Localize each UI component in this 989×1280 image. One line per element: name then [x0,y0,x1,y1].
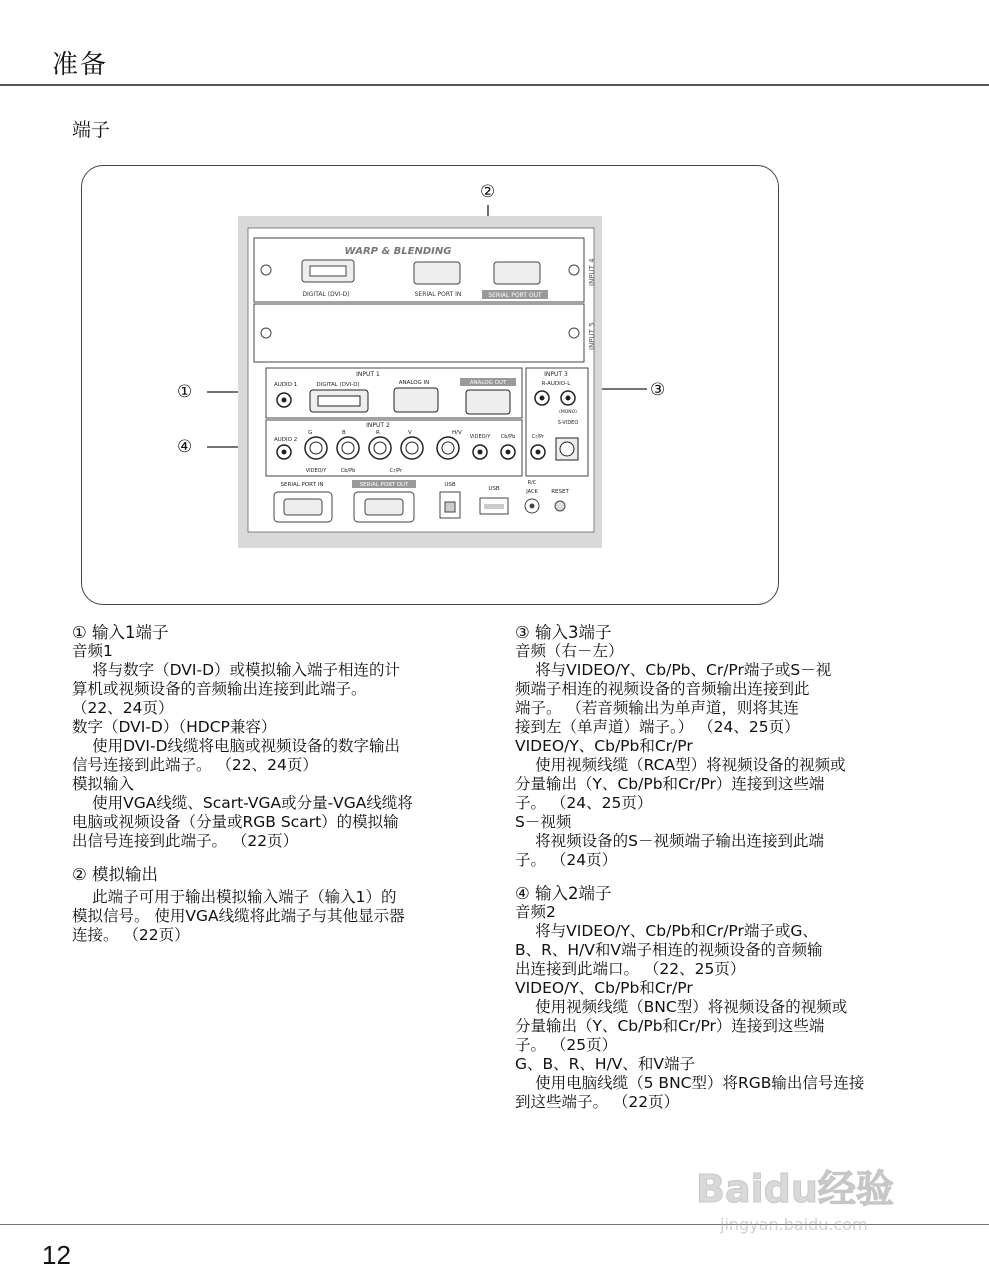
cb-pb3-label: Cb/Pb [500,434,516,440]
header-divider [0,84,989,86]
serial-out-label: SERIAL PORT OUT [359,482,409,488]
jack-label: JACK [526,489,538,495]
text-line: 出信号连接到此端子。 （22页） [72,832,299,850]
text-line: 使用视频线缆（RCA型）将视频设备的视频或 [535,756,846,774]
g-label: G [308,430,313,436]
text-line: 子。 （25页） [515,1036,618,1054]
input2-label: INPUT 2 [366,422,390,429]
text-line: 出连接到此端口。 （22、25页） [515,960,746,978]
page-header-title: 准备 [52,50,109,80]
text-line: 此端子可用于输出模拟输入端子（输入1）的 [92,888,397,906]
callout-2: ② [480,182,496,202]
text-line: S－视频 [515,813,572,831]
input4-label: INPUT 4 [588,258,596,286]
text-line: 音频2 [515,903,556,921]
input1-label: INPUT 1 [356,371,380,378]
warp-label: WARP & BLENDING [344,246,452,257]
text-line: 将与VIDEO/Y、Cb/Pb、Cr/Pr端子或S－视 [535,661,832,679]
right-column [515,623,915,1112]
usb2-label: USB [488,486,500,492]
text-line: 连接。 （22页） [72,926,190,944]
text-line: 使用VGA线缆、Scart-VGA或分量-VGA线缆将 [92,794,413,812]
text-line: G、B、R、H/V、和V端子 [515,1055,695,1073]
text-line: 频端子相连的视频设备的音频输出连接到此 [515,680,810,698]
text-line: 将与VIDEO/Y、Cb/Pb和Cr/Pr端子或G、 [535,922,818,940]
analog-out-label: ANALOG OUT [469,380,507,386]
input2-heading: ④ 输入2端子 [515,884,612,903]
h-v-label: H/V [452,430,462,436]
watermark-url: jingyan.baidu.com [720,1215,868,1234]
text-line: 使用视频线缆（BNC型）将视频设备的视频或 [535,998,848,1016]
audio1-label: AUDIO 1 [274,382,298,388]
text-line: 信号连接到此端子。 （22、24页） [72,756,318,774]
audio2-label: AUDIO 2 [274,437,298,443]
baidu-watermark [690,1150,940,1250]
text-line: 子。 （24、25页） [515,794,653,812]
callout-1: ① [177,382,193,402]
text-line: 音频（右－左） [515,642,624,660]
section-title: 端子 [72,119,111,141]
callout-4: ④ [177,437,193,457]
text-line: 接到左（单声道）端子。） （24、25页） [515,718,800,736]
r-label: R [376,430,380,436]
cr-pr3-label: Cr/Pr [531,434,545,440]
text-line: 模拟输入 [72,775,135,793]
text-line: VIDEO/Y、Cb/Pb和Cr/Pr [515,979,693,997]
text-line: （22、24页） [72,699,174,717]
video-y-label: VIDEO/Y [305,468,327,474]
text-line: 分量输出（Y、Cb/Pb和Cr/Pr）连接到这些端 [515,1017,825,1035]
cb-pb-label: Cb/Pb [340,468,356,474]
text-line: 电脑或视频设备（分量或RGB Scart）的模拟输 [72,813,399,831]
s-video-label: S-VIDEO [557,420,579,426]
r-audio-l-label: R-AUDIO-L [541,381,571,387]
text-line: 模拟信号。 使用VGA线缆将此端子与其他显示器 [72,907,405,925]
dvi-label: DIGITAL (DVI-D) [316,382,360,388]
serial-in-label: SERIAL PORT IN [280,482,324,488]
input1-heading: ① 输入1端子 [72,623,169,642]
serial-out-top-label: SERIAL PORT OUT [488,292,542,299]
cr-pr-label: Cr/Pr [389,468,403,474]
text-line: 数字（DVI-D）（HDCP兼容） [72,718,277,736]
text-line: 将视频设备的S－视频端子输出连接到此端 [535,832,824,850]
text-line: 到这些端子。 （22页） [515,1093,680,1111]
b-label: B [342,430,346,436]
terminal-panel [238,216,602,548]
watermark-brand: Baidu经验 [696,1167,894,1211]
serial-in-top-label: SERIAL PORT IN [414,291,462,298]
text-line: 子。 （24页） [515,851,618,869]
text-line: VIDEO/Y、Cb/Pb和Cr/Pr [515,737,693,755]
usb1-label: USB [444,482,456,488]
text-line: 使用DVI-D线缆将电脑或视频设备的数字输出 [92,737,401,755]
video-y3-label: VIDEO/Y [469,434,491,440]
v-label: V [408,430,412,436]
page-number: 12 [42,1240,71,1270]
text-line: 使用电脑线缆（5 BNC型）将RGB输出信号连接 [535,1074,865,1092]
text-line: 分量输出（Y、Cb/Pb和Cr/Pr）连接到这些端 [515,775,825,793]
left-column [72,623,452,945]
analog-out-heading: ② 模拟输出 [72,865,159,884]
text-line: 算机或视频设备的音频输出连接到此端子。 [72,680,367,698]
text-line: B、R、H/V和V端子相连的视频设备的音频输 [515,941,823,959]
text-line: 音频1 [72,642,113,660]
rc-label: R/C [527,480,537,486]
input3-heading: ③ 输入3端子 [515,623,612,642]
callout-3: ③ [650,380,666,400]
text-line: 端子。 （若音频输出为单声道，则将其连 [515,699,799,717]
dvi-top-label: DIGITAL (DVI-D) [302,291,350,298]
analog-in-label: ANALOG IN [398,380,430,386]
reset-label: RESET [551,489,569,495]
text-line: 将与数字（DVI-D）或模拟输入端子相连的计 [92,661,401,679]
mono-label: (MONO) [559,410,577,415]
input5-label: INPUT 5 [588,322,596,350]
input3-label: INPUT 3 [544,371,568,378]
